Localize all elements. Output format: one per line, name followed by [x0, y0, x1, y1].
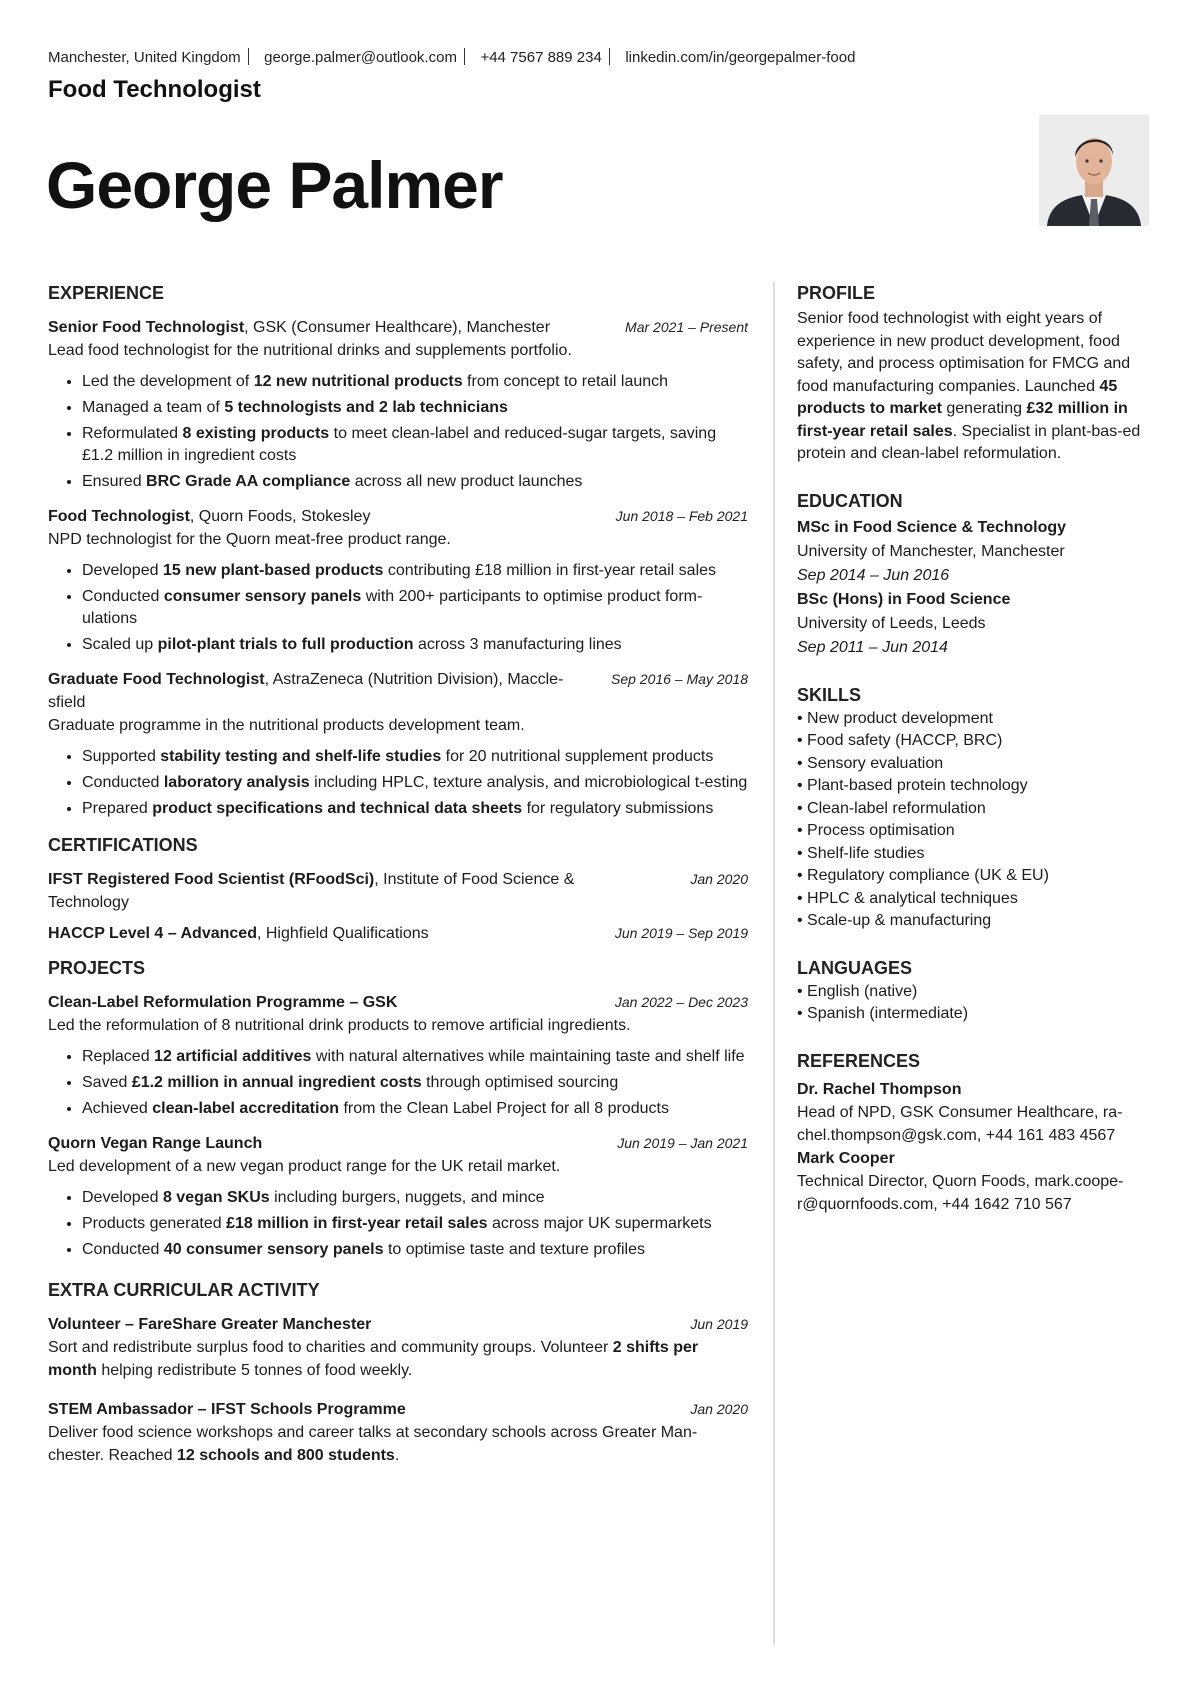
text-run: across all new product launches [350, 473, 583, 490]
entry-description: Graduate programme in the nutritional products development team. [48, 717, 525, 734]
entry-date: Jan 2022 – Dec 2023 [614, 994, 748, 1010]
text-run: Developed [82, 1189, 163, 1206]
entry-heading [48, 1398, 748, 1421]
text-run: generating [941, 400, 1027, 417]
reference-entry [797, 1078, 1149, 1147]
bold-text: 2 shifts per month [48, 1339, 699, 1379]
achievement-list [48, 1046, 748, 1120]
projects-list [48, 991, 748, 1261]
bold-text: BRC Grade AA compliance [146, 473, 351, 490]
certification-date: Jan 2020 [690, 871, 748, 887]
skill-item: • Process optimisation [797, 820, 1149, 843]
certification-issuer: , Institute of Food Science & Technology [48, 871, 575, 911]
bold-text: stability testing and shelf-life studies [160, 748, 442, 765]
achievement-list [48, 560, 748, 656]
entry-date: Mar 2021 – Present [625, 319, 748, 335]
reference-detail: Head of NPD, GSK Consumer Healthcare, ra-chel.thompson@gsk.com, +44 161 483 4567 [797, 1103, 1123, 1144]
experience-list [48, 316, 748, 820]
contact-email[interactable]: george.palmer@outlook.com [264, 49, 457, 66]
contact-separator [609, 48, 611, 65]
projects-section [48, 957, 748, 1261]
organization: , AstraZeneca (Nutrition Division), Maccle-sfield [48, 671, 564, 711]
reference-name: Mark Cooper [797, 1149, 895, 1167]
achievement-item [82, 1239, 748, 1261]
bold-text: 45 products to market [797, 377, 1118, 417]
text-run: Ensured [82, 473, 147, 490]
column-divider [773, 282, 775, 1645]
bold-text: pilot-plant trials to full production [157, 636, 414, 653]
achievement-item [82, 746, 748, 768]
text-run: Conducted [82, 1241, 164, 1258]
languages-list [797, 981, 1149, 1026]
achievement-item [82, 586, 748, 630]
bold-text: laboratory analysis [163, 774, 310, 791]
text-run: across 3 manufacturing lines [413, 636, 622, 653]
skill-item: • Regulatory compliance (UK & EU) [797, 865, 1149, 888]
achievement-list [48, 1187, 748, 1261]
achievement-item [82, 798, 748, 820]
text-run: from concept to retail launch [462, 373, 669, 390]
entry-description: NPD technologist for the Quorn meat-free product range. [48, 531, 451, 548]
achievement-list [48, 371, 748, 493]
section-title-extracurricular: EXTRA CURRICULAR ACTIVITY [48, 1280, 320, 1300]
organization: , GSK (Consumer Healthcare), Manchester [244, 319, 551, 336]
text-run: helping redistribute 5 tonnes of food weekly. [96, 1362, 413, 1379]
contact-phone[interactable]: +44 7567 889 234 [480, 49, 602, 66]
school: University of Manchester, Manchester [797, 542, 1065, 560]
text-run: Developed [82, 562, 163, 579]
achievement-item [82, 1187, 748, 1209]
extracurricular-list [48, 1313, 748, 1467]
skill-item: • Scale-up & manufacturing [797, 910, 1149, 933]
achievement-item [82, 1213, 748, 1235]
reference-entry [797, 1147, 1149, 1216]
text-run: . [394, 1447, 400, 1464]
entry-date: Jan 2020 [690, 1401, 748, 1417]
project-entry [48, 1132, 748, 1261]
activity-description [48, 1421, 748, 1467]
text-run: Products generated [82, 1215, 227, 1232]
certification-issuer: , Highfield Qualifications [256, 925, 429, 942]
entry-date: Sep 2016 – May 2018 [611, 671, 748, 687]
job-entry [48, 505, 748, 656]
achievement-item [82, 634, 748, 656]
profile-section [797, 282, 1149, 466]
activity-entry [48, 1398, 748, 1467]
language-item: • Spanish (intermediate) [797, 1003, 1149, 1026]
text-run: Reformulated [82, 425, 183, 442]
bold-text: 12 schools and 800 students [176, 1447, 395, 1464]
job-title: Food Technologist [48, 76, 261, 103]
achievement-item [82, 397, 748, 419]
text-run: from the Clean Label Project for all 8 products [339, 1100, 669, 1117]
certification-item [48, 922, 748, 945]
reference-name: Dr. Rachel Thompson [797, 1080, 962, 1098]
achievement-item [82, 371, 748, 393]
organization: , Quorn Foods, Stokesley [189, 508, 371, 525]
entry-date: Jun 2019 [690, 1316, 748, 1332]
text-run: Conducted [82, 774, 164, 791]
text-run: Saved [82, 1074, 132, 1091]
text-run: contributing £18 million in first-year retail sales [383, 562, 717, 579]
role-title: Senior Food Technologist [48, 319, 245, 336]
skills-section [797, 684, 1149, 933]
section-title-projects: PROJECTS [48, 958, 146, 978]
text-run: Prepared [82, 800, 153, 817]
entry-heading [48, 1313, 748, 1336]
text-run: including HPLC, texture analysis, and microbiological t-esting [309, 774, 748, 791]
entry-description: Lead food technologist for the nutritional drinks and supplements portfolio. [48, 342, 572, 359]
bold-text: 15 new plant-based products [162, 562, 384, 579]
job-entry [48, 316, 748, 493]
text-run: Supported [82, 748, 161, 765]
project-name: Quorn Vegan Range Launch [48, 1135, 263, 1152]
candidate-name: George Palmer [46, 148, 503, 222]
education-entry [797, 516, 1149, 588]
bold-text: £32 million in first-year retail sales [797, 400, 1128, 440]
profile-photo [1039, 115, 1149, 226]
education-list [797, 516, 1149, 660]
job-entry [48, 668, 748, 820]
skill-item: • Sensory evaluation [797, 753, 1149, 776]
text-run: with 200+ participants to optimise product form-ulations [82, 588, 703, 627]
section-title-profile: PROFILE [797, 283, 876, 303]
activity-description [48, 1336, 748, 1382]
achievement-item [82, 1098, 748, 1120]
entry-description: Led the reformulation of 8 nutritional drink products to remove artificial ingredients. [48, 1017, 631, 1034]
achievement-list [48, 746, 748, 820]
project-entry [48, 991, 748, 1120]
text-run: Replaced [82, 1048, 155, 1065]
text-run: through optimised sourcing [421, 1074, 619, 1091]
bold-text: 8 vegan SKUs [162, 1189, 270, 1206]
text-run: Sort and redistribute surplus food to charities and community groups. Volunteer [48, 1339, 613, 1356]
bold-text: 40 consumer sensory panels [163, 1241, 384, 1258]
certification-name: IFST Registered Food Scientist (RFoodSci) [48, 871, 375, 888]
certifications-list [48, 868, 748, 945]
text-run: Scaled up [82, 636, 158, 653]
bold-text: 12 new nutritional products [253, 373, 463, 390]
achievement-item [82, 772, 748, 794]
experience-section [48, 282, 748, 820]
bold-text: 5 technologists and 2 lab technicians [224, 399, 508, 416]
extracurricular-section [48, 1279, 748, 1467]
references-list [797, 1078, 1149, 1216]
text-run: . Specialist in plant-bas-ed protein and clean-label reformulation. [797, 422, 1141, 462]
references-section [797, 1050, 1149, 1216]
school: University of Leeds, Leeds [797, 614, 986, 632]
skill-item: • New product development [797, 708, 1149, 731]
skill-item: • Plant-based protein technology [797, 775, 1149, 798]
text-run: Achieved [82, 1100, 153, 1117]
text-run: for regulatory submissions [522, 800, 714, 817]
text-run: to optimise taste and texture profiles [383, 1241, 645, 1258]
text-run: Led the development of [82, 373, 254, 390]
skill-item: • Clean-label reformulation [797, 798, 1149, 821]
reference-detail: Technical Director, Quorn Foods, mark.coope-r@quornfoods.com, +44 1642 710 567 [797, 1172, 1124, 1213]
entry-description: Led development of a new vegan product range for the UK retail market. [48, 1158, 561, 1175]
role-title: Food Technologist [48, 508, 190, 525]
education-date: Sep 2011 – Jun 2014 [797, 638, 948, 656]
skill-item: • Food safety (HACCP, BRC) [797, 730, 1149, 753]
bold-text: consumer sensory panels [163, 588, 362, 605]
section-title-education: EDUCATION [797, 490, 903, 511]
section-title-languages: LANGUAGES [797, 957, 913, 978]
activity-title: STEM Ambassador – IFST Schools Programme [48, 1401, 406, 1418]
degree: MSc in Food Science & Technology [797, 518, 1067, 536]
certification-date: Jun 2019 – Sep 2019 [614, 925, 748, 941]
contact-separator [464, 48, 466, 65]
text-run: Managed a team of [82, 399, 225, 416]
bold-text: £18 million in first-year retail sales [226, 1215, 488, 1232]
education-entry [797, 588, 1149, 660]
text-run: across major UK supermarkets [487, 1215, 712, 1232]
text-run: with natural alternatives while maintaining taste and shelf life [311, 1048, 745, 1065]
entry-date: Jun 2018 – Feb 2021 [615, 508, 748, 524]
section-title-experience: EXPERIENCE [48, 283, 165, 303]
achievement-item [82, 423, 748, 467]
skill-item: • Shelf-life studies [797, 843, 1149, 866]
skills-list [797, 708, 1149, 933]
contact-linkedin[interactable]: linkedin.com/in/georgepalmer-food [625, 49, 856, 66]
portrait-icon [1039, 115, 1149, 226]
section-title-references: REFERENCES [797, 1050, 921, 1071]
bold-text: 12 artificial additives [154, 1048, 312, 1065]
text-run: for 20 nutritional supplement products [441, 748, 714, 765]
side-column [797, 282, 1149, 1240]
project-name: Clean-Label Reformulation Programme – GSK [48, 994, 398, 1011]
achievement-item [82, 560, 748, 582]
role-title: Graduate Food Technologist [48, 671, 265, 688]
skill-item: • HPLC & analytical techniques [797, 888, 1149, 911]
certification-name: HACCP Level 4 – Advanced [48, 925, 257, 942]
section-title-skills: SKILLS [797, 684, 862, 705]
text-run: Deliver food science workshops and career talks at secondary schools across Greater Man-chester. Reached [48, 1424, 698, 1464]
degree: BSc (Hons) in Food Science [797, 590, 1011, 608]
certification-item [48, 868, 748, 914]
bold-text: £1.2 million in annual ingredient costs [131, 1074, 422, 1091]
languages-section [797, 957, 1149, 1026]
education-section [797, 490, 1149, 660]
bold-text: 8 existing products [182, 425, 330, 442]
contact-location: Manchester, United Kingdom [48, 49, 241, 66]
language-item: • English (native) [797, 981, 1149, 1004]
section-title-certifications: CERTIFICATIONS [48, 835, 198, 855]
achievement-item [82, 1046, 748, 1068]
contact-separator [248, 48, 250, 65]
entry-date: Jun 2019 – Jan 2021 [617, 1135, 748, 1151]
text-run: to meet clean-label and reduced-sugar targets, saving £1.2 million in ingredient costs [82, 425, 717, 464]
certifications-section [48, 834, 748, 945]
profile-summary [797, 308, 1149, 466]
activity-title: Volunteer – FareShare Greater Manchester [48, 1316, 372, 1333]
achievement-item [82, 1072, 748, 1094]
education-date: Sep 2014 – Jun 2016 [797, 566, 950, 584]
text-run: Conducted [82, 588, 164, 605]
achievement-item [82, 471, 748, 493]
bold-text: clean-label accreditation [152, 1100, 339, 1117]
text-run: Senior food technologist with eight years of experience in new product development, food safety, and process optimisation for FMCG and food manufacturing companies. Launched [797, 310, 1131, 395]
bold-text: product specifications and technical data sheets [152, 800, 523, 817]
text-run: including burgers, nuggets, and mince [269, 1189, 545, 1206]
contact-line [48, 48, 855, 66]
activity-entry [48, 1313, 748, 1382]
main-column [48, 282, 748, 1483]
